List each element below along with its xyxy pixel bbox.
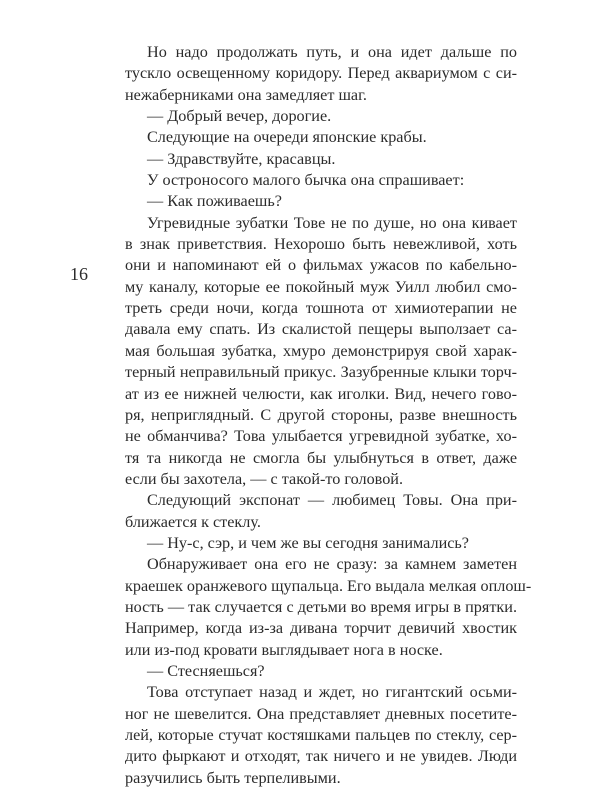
text-line: Това отступает назад и ждет, но гигантский осьми-: [147, 683, 517, 702]
text-line: не обманчива? Това улыбается угревидной зубатке, хо-: [125, 427, 517, 446]
text-line: — Стесняешься?: [147, 661, 265, 680]
text-line: — Добрый вечер, дорогие.: [147, 107, 332, 126]
text-line: Обнаруживает она его не сразу: за камнем заметен: [147, 555, 517, 574]
text-line: тя та никогда не смогла бы улыбнуться в ответ, даже: [125, 448, 517, 467]
text-line: треть среди ночи, когда тошнота от химиотерапии не: [125, 299, 517, 318]
text-line: нежаберниками она замедляет шаг.: [125, 85, 367, 104]
text-line: ря, неприглядный. С другой стороны, разве внешность: [125, 405, 517, 424]
text-line: Следующие на очереди японские крабы.: [147, 128, 427, 147]
text-line: му каналу, которые ее покойный муж Уилл любил смо-: [125, 277, 517, 296]
text-line: ближается к стеклу.: [125, 512, 261, 531]
text-line: лей, которые стучат костяшками пальцев по стеклу, сер-: [125, 726, 517, 744]
text-line: дито фыркают и отходят, так ничего и не увидев. Люди: [125, 747, 517, 766]
text-line: ног не шевелится. Она представляет дневных посетите-: [125, 704, 517, 723]
text-line: Но надо продолжать путь, и она идет дальше по: [147, 43, 517, 61]
body-text: [125, 42, 532, 789]
text-line: если бы захотела, — с такой-то головой.: [125, 469, 404, 488]
page-number: 16: [70, 264, 88, 284]
text-line: Например, когда из-за дивана торчит девичий хвостик: [125, 619, 517, 638]
text-line: давала ему спать. Из скалистой пещеры выползает са-: [125, 320, 517, 339]
text-line: они и напоминают ей о фильмах ужасов по кабельно-: [125, 256, 517, 275]
text-line: — Здравствуйте, красавцы.: [147, 149, 336, 168]
text-line: краешек оранжевого щупальца. Его выдала мелкая оплош-: [125, 576, 532, 595]
text-line: Следующий экспонат — любимец Товы. Она при-: [147, 491, 517, 510]
text-line: мая большая зубатка, хмуро демонстрируя свой харак-: [125, 341, 517, 360]
text-line: в знак приветствия. Нехорошо быть невежливой, хоть: [125, 235, 517, 254]
text-line: терный неправильный прикус. Зазубренные клыки торч-: [125, 363, 517, 382]
text-line: или из-под кровати выглядывает нога в носке.: [125, 640, 443, 659]
text-line: — Ну-с, сэр, и чем же вы сегодня занимались?: [147, 533, 469, 552]
text-line: разучились быть терпеливыми.: [125, 768, 341, 787]
text-line: ность — так случается с детьми во время игры в прятки.: [125, 597, 517, 616]
text-line: ат из ее нижней челюсти, как иголки. Вид, нечего гово-: [125, 384, 517, 403]
text-line: — Как поживаешь?: [147, 192, 282, 211]
text-line: У остроносого малого бычка она спрашивает:: [147, 171, 465, 190]
text-line: Угревидные зубатки Тове не по душе, но она кивает: [147, 213, 517, 232]
text-line: тускло освещенному коридору. Перед аквариумом с си-: [125, 64, 517, 83]
